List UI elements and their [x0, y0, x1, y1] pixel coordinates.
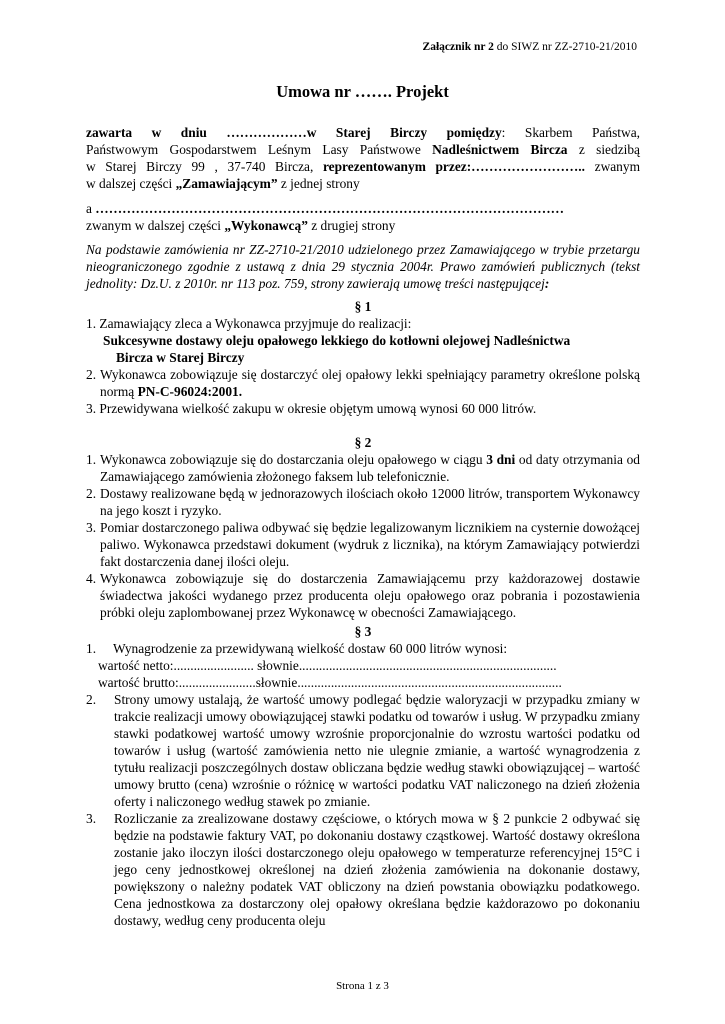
- intro-line-5: a ……………………………………………………………………………………………: [86, 201, 564, 216]
- s2-point-3: 3. Pomiar dostarczonego paliwa odbywać się będzie legalizowanym licznikiem na cysternie dowożącej paliwo. Wykonawca przedstawi dokument (wydruk z licznika), na którym Zamawiający potwierdzi fakt dostarczenia danej ilości oleju.: [86, 520, 640, 569]
- preamble: Na podstawie zamówienia nr ZZ-2710-21/2010 udzielonego przez Zamawiającego w trybie przetargu nieograniczonego zgodnie z ustawą z dnia 29 stycznia 2004r. Prawo zamówień publicznych (tekst jednolity: Dz.U. z 2010r. nr 113 poz. 759, strony zawierają umowę treści następującej:: [86, 242, 640, 291]
- contract-body: [86, 124, 640, 929]
- s3-point-3: 3. Rozliczanie za zrealizowane dostawy częściowe, o których mowa w § 2 punkcie 2 odbywać się będzie na podstawie faktury VAT, po dokonaniu dostawy cząstkowej. Wartość dostawy określona zostanie jako iloczyn ilości dostarczonego oleju opałowego w temperaturze referencyjnej 15°C i jego ceny jednostkowej określonej na dzień złożenia zamówienia na dokonanie dostawy, powiększony o należny podatek VAT obliczony na dzień powstania obowiązku podatkowego. Cena jednostkowa za dostarczony olej opałowy określana będzie każdorazowo po dokonaniu dostawy, według ceny producenta oleju: [86, 811, 640, 928]
- s3-point-2: 2. Strony umowy ustalają, że wartość umowy podlegać będzie waloryzacji w przypadku zmiany w trakcie realizacji umowy obowiązującej stawki podatku od towarów i usług. W przypadku zmiany stawki podatkowej wartość umowy wzrośnie proporcjonalnie do wzrostu wartości podatku od towarów i usług (wartość zamówienia netto nie ulegnie zmianie, a wartość wynagrodzenia z tytułu realizacji poszczególnych dostaw obliczana będzie według stawki obowiązującej – wartość umowy brutto (cena) wzrośnie o różnicę w wartości podatku VAT naliczonego na dzień złożenia oferty i naliczonego według stawek po zmianie.: [86, 692, 640, 809]
- section-3-heading: § 3: [354, 624, 372, 639]
- intro-line-2: Państwowym Gospodarstwem Leśnym Lasy Państwowe Nadleśnictwem Bircza z siedzibą: [86, 142, 640, 157]
- intro-line-1: zawarta w dniu ………………w Starej Birczy pomiędzy: Skarbem Państwa,: [86, 125, 640, 140]
- s1-subject-line-1: Sukcesywne dostawy oleju opałowego lekkiego do kotłowni olejowej Nadleśnictwa: [103, 333, 571, 348]
- s1-subject-line-2: Bircza w Starej Birczy: [116, 350, 245, 365]
- s2-point-1: 1. Wykonawca zobowiązuje się do dostarczania oleju opałowego w ciągu 3 dni od daty otrzymania od Zamawiającego zamówienia złożonego faksem lub telefonicznie.: [86, 452, 640, 484]
- s3-gross-value-line: wartość brutto:.......................słownie...............................................................................: [98, 675, 562, 690]
- s3-point-1: 1. Wynagrodzenie za przewidywaną wielkość dostaw 60 000 litrów wynosi:: [86, 641, 508, 656]
- intro-line-4: w dalszej części „Zamawiającym” z jednej strony: [86, 176, 360, 191]
- s2-point-2: 2. Dostawy realizowane będą w jednorazowych ilościach około 12000 litrów, transportem Wykonawcy na jego koszt i ryzyko.: [86, 486, 640, 518]
- attachment-reference: Załącznik nr 2 do SIWZ nr ZZ-2710-21/2010: [422, 41, 637, 53]
- s1-point-1: 1. Zamawiający zleca a Wykonawca przyjmuje do realizacji:: [86, 316, 412, 331]
- page-number: Strona 1 z 3: [336, 980, 389, 992]
- intro-line-6: zwanym w dalszej części „Wykonawcą” z drugiej strony: [86, 218, 396, 233]
- intro-line-3: w Starej Birczy 99 , 37-740 Bircza, reprezentowanym przez:…………………….. zwanym: [86, 159, 640, 174]
- section-1-heading: § 1: [354, 299, 372, 314]
- contract-title: Umowa nr ……. Projekt: [276, 82, 449, 101]
- s1-point-2: 2. Wykonawca zobowiązuje się dostarczyć olej opałowy lekki spełniający parametry określone polską normą PN-C-96024:2001.: [86, 367, 640, 399]
- s1-point-3: 3. Przewidywana wielkość zakupu w okresie objętym umową wynosi 60 000 litrów.: [86, 401, 537, 416]
- s3-net-value-line: wartość netto:........................ słownie.............................................................................: [98, 658, 557, 673]
- section-2-heading: § 2: [354, 435, 372, 450]
- s2-point-4: 4. Wykonawca zobowiązuje się do dostarczenia Zamawiającemu przy każdorazowej dostawie świadectwa jakości wydanego przez producenta oleju opałowego oraz pobrania i pozostawienia próbki oleju zaplombowanej przez Wykonawcę w obecności Zamawiającego.: [86, 571, 640, 620]
